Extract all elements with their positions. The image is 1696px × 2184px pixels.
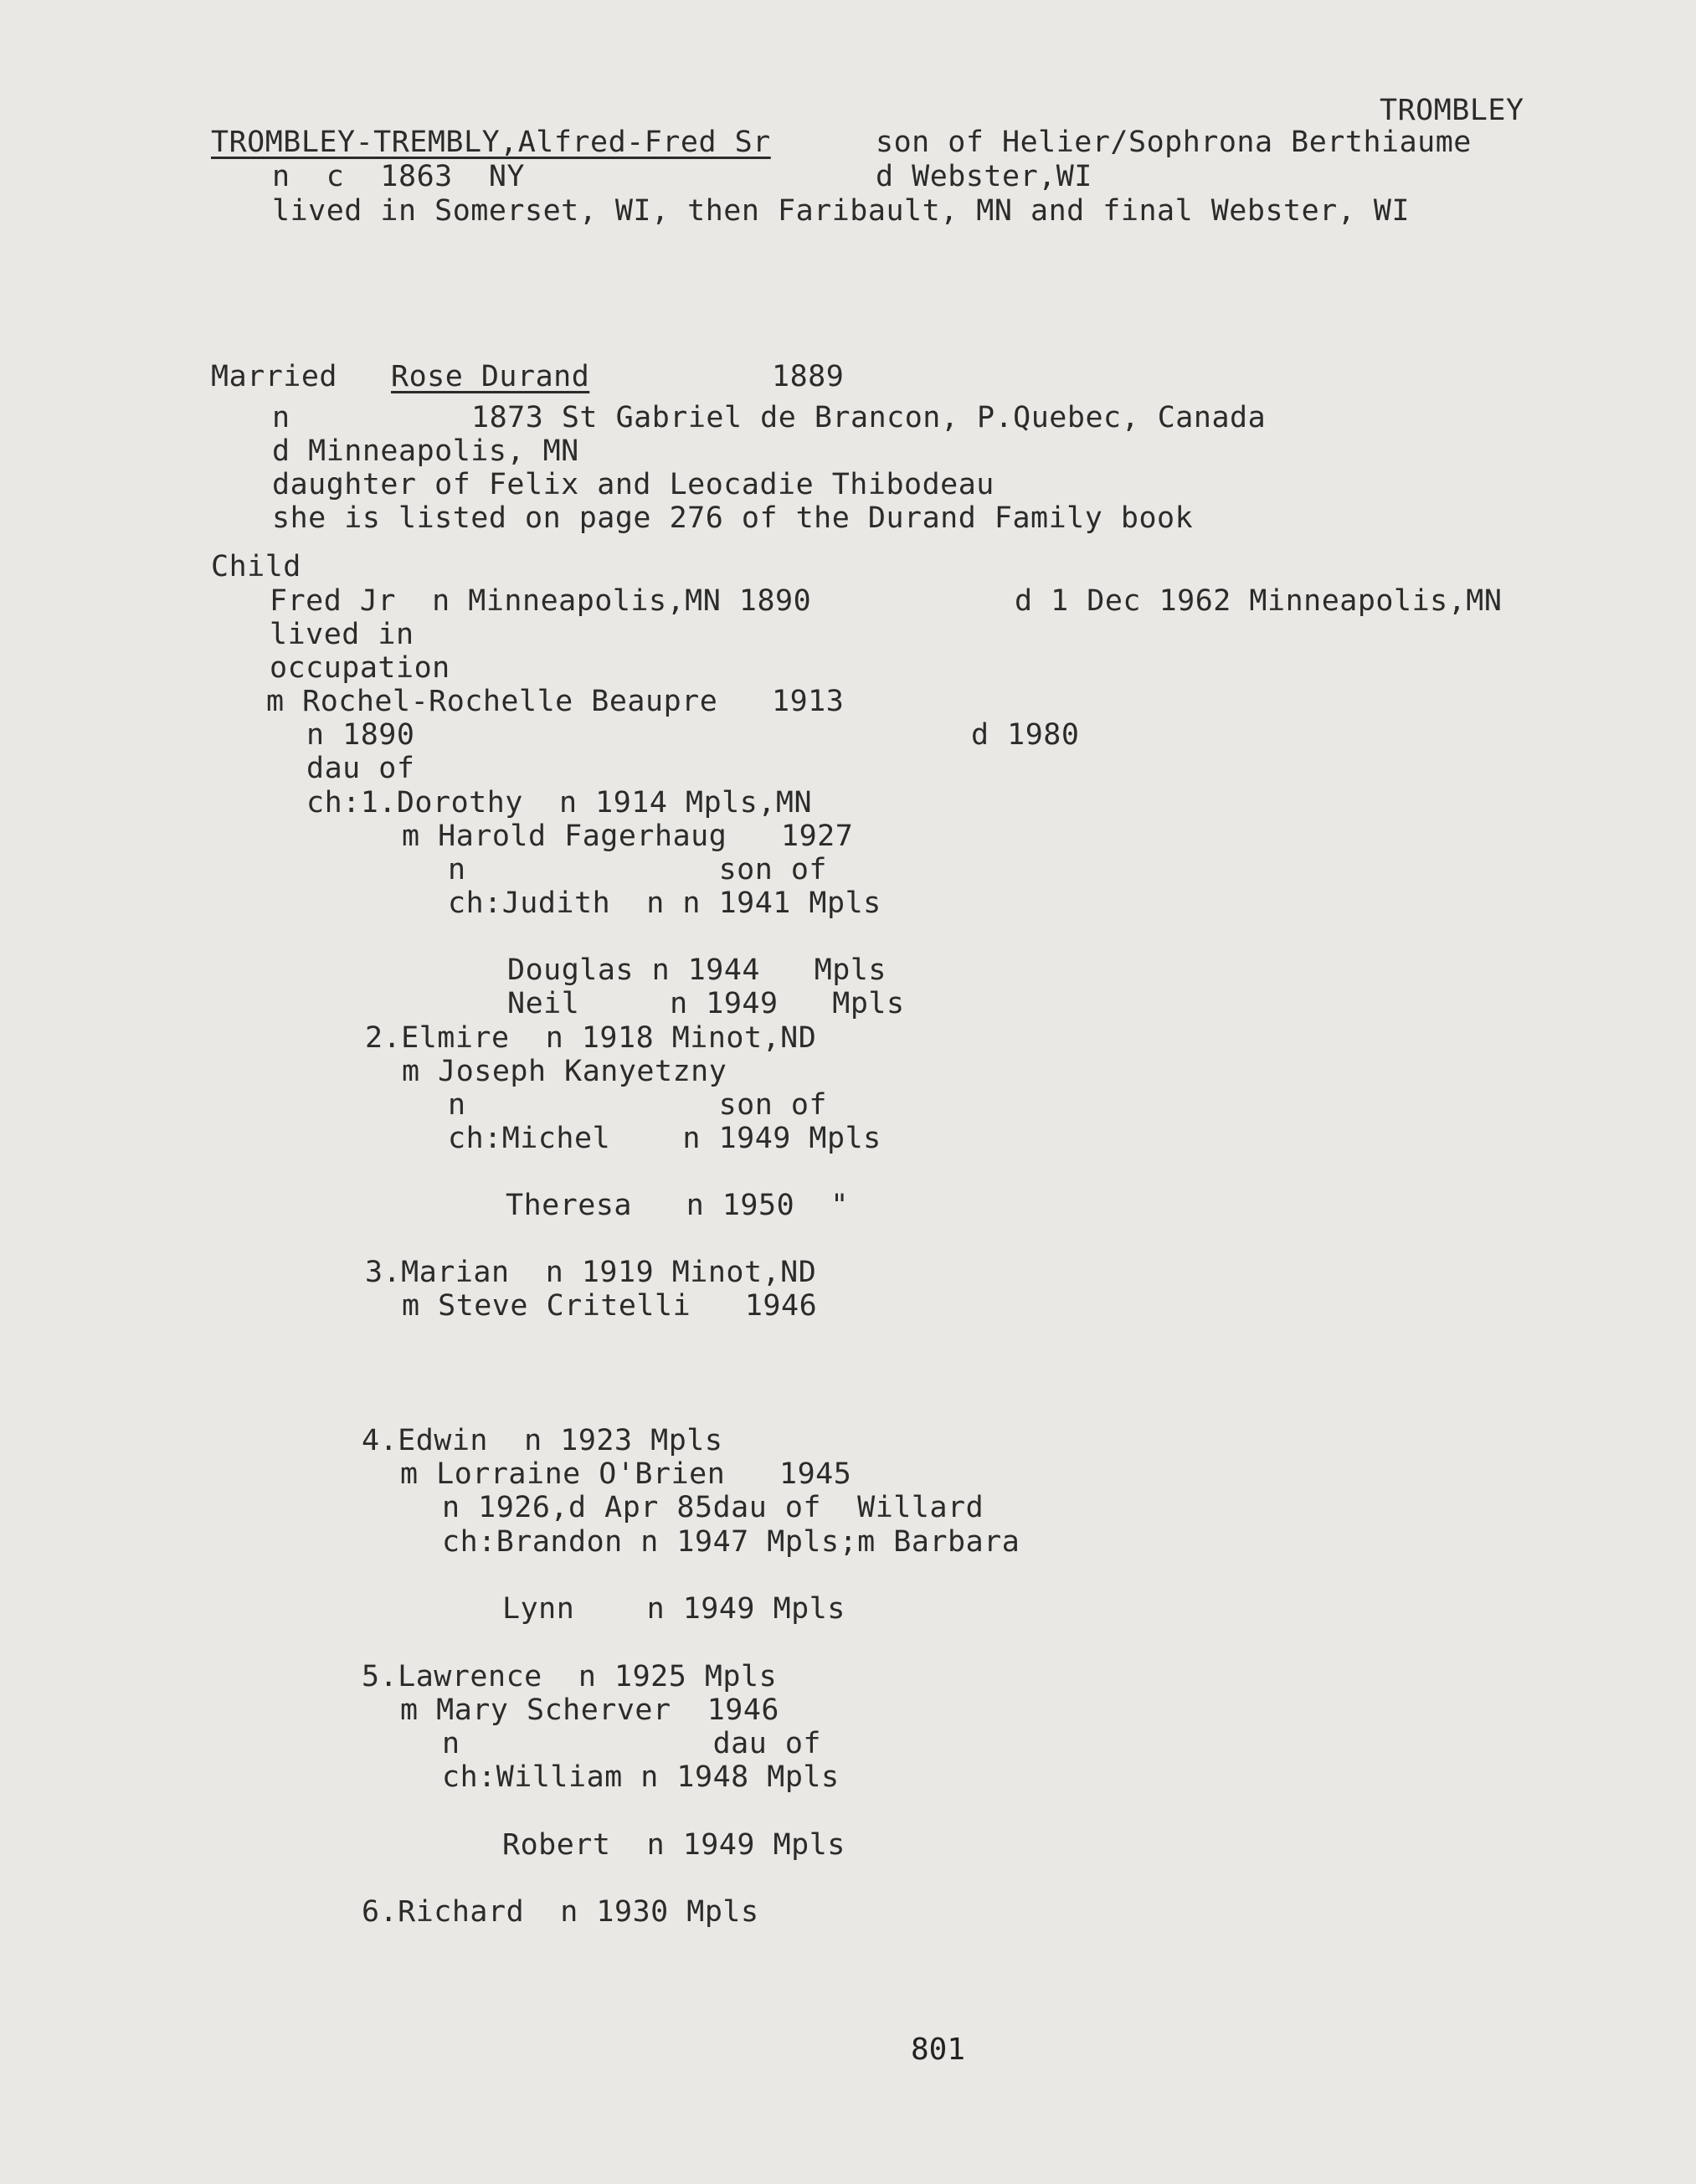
grandchild-line: 5.Lawrence n 1925 Mpls — [362, 1660, 778, 1693]
child-married: m Rochel-Rochelle Beaupre 1913 — [266, 685, 845, 718]
grandchild-line: n dau of — [442, 1727, 822, 1760]
grandchild-line: ch:William n 1948 Mpls — [442, 1760, 840, 1794]
grandchild-line: 4.Edwin n 1923 Mpls — [362, 1424, 723, 1457]
child-label: Child — [211, 550, 301, 583]
spouse-note: she is listed on page 276 of the Durand Family book — [272, 501, 1194, 535]
child-name-born: Fred Jr n Minneapolis,MN 1890 — [270, 584, 812, 618]
child-lived: lived in — [270, 618, 414, 651]
grandchild-line: n son of — [448, 853, 828, 886]
grandchild-line: ch:Judith n n 1941 Mpls — [448, 886, 881, 920]
marriage-year: 1889 — [772, 360, 845, 393]
spouse-parents: daughter of Felix and Leocadie Thibodeau — [272, 468, 994, 501]
married-label: Married — [211, 360, 338, 393]
subject-lived: lived in Somerset, WI, then Faribault, MN and final Webster, WI — [272, 194, 1411, 228]
subject-born: n c 1863 NY — [272, 160, 526, 193]
grandchild-line: m Harold Fagerhaug 1927 — [402, 820, 854, 853]
grandchild-line: Theresa n 1950 " — [506, 1189, 849, 1222]
grandchild-line: ch:Michel n 1949 Mpls — [448, 1122, 881, 1155]
page-number: 801 — [911, 2032, 966, 2067]
subject-died: d Webster,WI — [876, 160, 1092, 193]
subject-name: TROMBLEY-TREMBLY,Alfred-Fred Sr — [211, 126, 771, 159]
grandchild-line: n 1926,d Apr 85dau of Willard — [442, 1491, 984, 1524]
child-spouse-parents: dau of — [306, 752, 415, 785]
grandchild-line: 2.Elmire n 1918 Minot,ND — [365, 1021, 817, 1055]
grandchild-line: n son of — [448, 1088, 828, 1122]
grandchild-line: Douglas n 1944 Mpls — [507, 953, 887, 987]
grandchild-line: 6.Richard n 1930 Mpls — [362, 1895, 759, 1929]
child-spouse-born: n 1890 — [306, 718, 415, 752]
grandchild-line: Neil n 1949 Mpls — [507, 987, 905, 1020]
surname-header: TROMBLEY — [1380, 94, 1524, 127]
child-died: d 1 Dec 1962 Minneapolis,MN — [1015, 584, 1503, 618]
child-occupation: occupation — [270, 651, 450, 685]
grandchild-line: Lynn n 1949 Mpls — [502, 1592, 845, 1626]
spouse-born-place: 1873 St Gabriel de Brancon, P.Quebec, Canada — [471, 401, 1267, 434]
subject-parents: son of Helier/Sophrona Berthiaume — [876, 126, 1472, 159]
grandchild-line: ch:1.Dorothy n 1914 Mpls,MN — [306, 786, 813, 820]
grandchild-line: m Lorraine O'Brien 1945 — [400, 1457, 852, 1491]
grandchild-line: 3.Marian n 1919 Minot,ND — [365, 1256, 817, 1289]
spouse-died: d Minneapolis, MN — [272, 434, 579, 468]
grandchild-line: m Steve Critelli 1946 — [402, 1289, 818, 1323]
grandchild-line: m Joseph Kanyetzny — [402, 1055, 727, 1088]
spouse-born-label: n — [272, 401, 290, 434]
grandchild-line: ch:Brandon n 1947 Mpls;m Barbara — [442, 1525, 1020, 1559]
grandchild-line: Robert n 1949 Mpls — [502, 1828, 845, 1862]
child-spouse-died: d 1980 — [971, 718, 1080, 752]
grandchild-line: m Mary Scherver 1946 — [400, 1693, 780, 1727]
spouse-name: Rose Durand — [391, 360, 590, 393]
